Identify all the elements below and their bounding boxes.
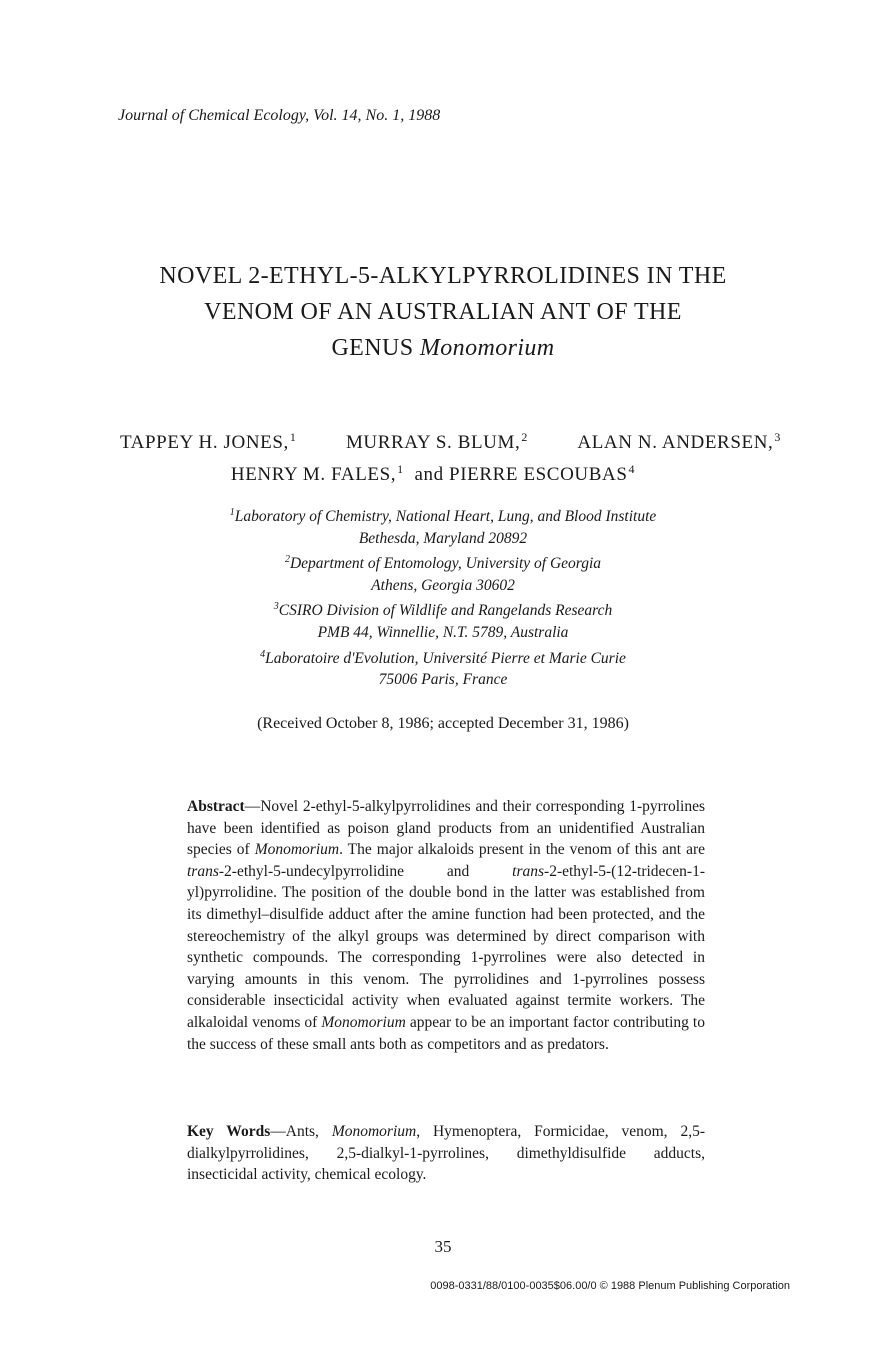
author: MURRAY S. BLUM,$^2$ <box>345 430 528 453</box>
author: and PIERRE ESCOUBAS$^4$ <box>414 462 636 485</box>
received-dates: (Received October 8, 1986; accepted December 31, 1986) <box>257 715 629 732</box>
title-genus-name: Monomorium <box>419 335 555 361</box>
abstract: Abstract—Novel 2-ethyl-5-alkylpyrrolidines and their corresponding 1-pyrrolines have been identified as poison gland products from an unidentified Australian species of Monomorium. The major alkaloids present in the venom of this ant are trans-2-ethyl-5-undecylpyrrolidine and trans-2-ethyl-5-(12-tridecen-1-yl)pyrrolidine. The position of the double bond in the latter was established from its dimethyl–disulfide adduct after the amine function had been protected, and the stereochemistry of the alkyl groups was determined by direct comparison with synthetic compounds. The corresponding 1-pyrrolines were also detected in varying amounts in this venom. The pyrrolidines and 1-pyrrolines possess considerable insecticidal activity when evaluated against termite workers. The alkaloidal venoms of Monomorium appear to be an important factor contributing to the success of these small ants both as competitors and as predators. <box>187 798 705 1053</box>
title-line-2: VENOM OF AN AUSTRALIAN ANT OF THE <box>204 299 682 325</box>
key-words: Key Words—Ants, Monomorium, Hymenoptera, Formicidae, venom, 2,5-dialkylpyrrolidines, 2,5-dialkyl-1-pyrrolines, dimethyldisulfide adducts, insecticidal activity, chemical ecology. <box>187 1123 705 1184</box>
key-words-label: Key Words <box>187 1123 271 1140</box>
affiliation-1: $^1$Laboratory of Chemistry, National Heart, Lung, and Blood Institute Bethesda, Maryland 20892 <box>229 507 657 547</box>
affiliation-2: $^2$Department of Entomology, University of Georgia Athens, Georgia 30602 <box>284 554 602 594</box>
author: TAPPEY H. JONES,$^1$ <box>120 430 297 453</box>
author-list <box>0 424 886 488</box>
author: HENRY M. FALES,$^1$ <box>230 462 404 485</box>
journal-citation: Journal of Chemical Ecology, Vol. 14, No. 1, 1988 <box>118 107 441 124</box>
title-line-3 <box>0 330 886 366</box>
affiliations <box>0 502 886 691</box>
author-line-2 <box>0 456 886 488</box>
affiliation-3: $^3$CSIRO Division of Wildlife and Rangelands Research PMB 44, Winnellie, N.T. 5789, Australia <box>273 601 613 641</box>
copyright-line: 0098-0331/88/0100-0035$06.00/0 © 1988 Plenum Publishing Corporation <box>430 1280 790 1292</box>
author-line-1 <box>120 424 781 456</box>
abstract-label: Abstract <box>187 798 245 815</box>
article-title <box>0 258 886 366</box>
affiliation-4: $^4$Laboratoire d'Evolution, Université Pierre et Marie Curie 75006 Paris, France <box>260 648 626 689</box>
page-number: 35 <box>434 1237 452 1256</box>
title-line-1: NOVEL 2-ETHYL-5-ALKYLPYRROLIDINES IN THE <box>159 263 727 289</box>
author: ALAN N. ANDERSEN,$^3$ <box>577 430 781 453</box>
title-genus-prefix: GENUS <box>331 335 414 361</box>
